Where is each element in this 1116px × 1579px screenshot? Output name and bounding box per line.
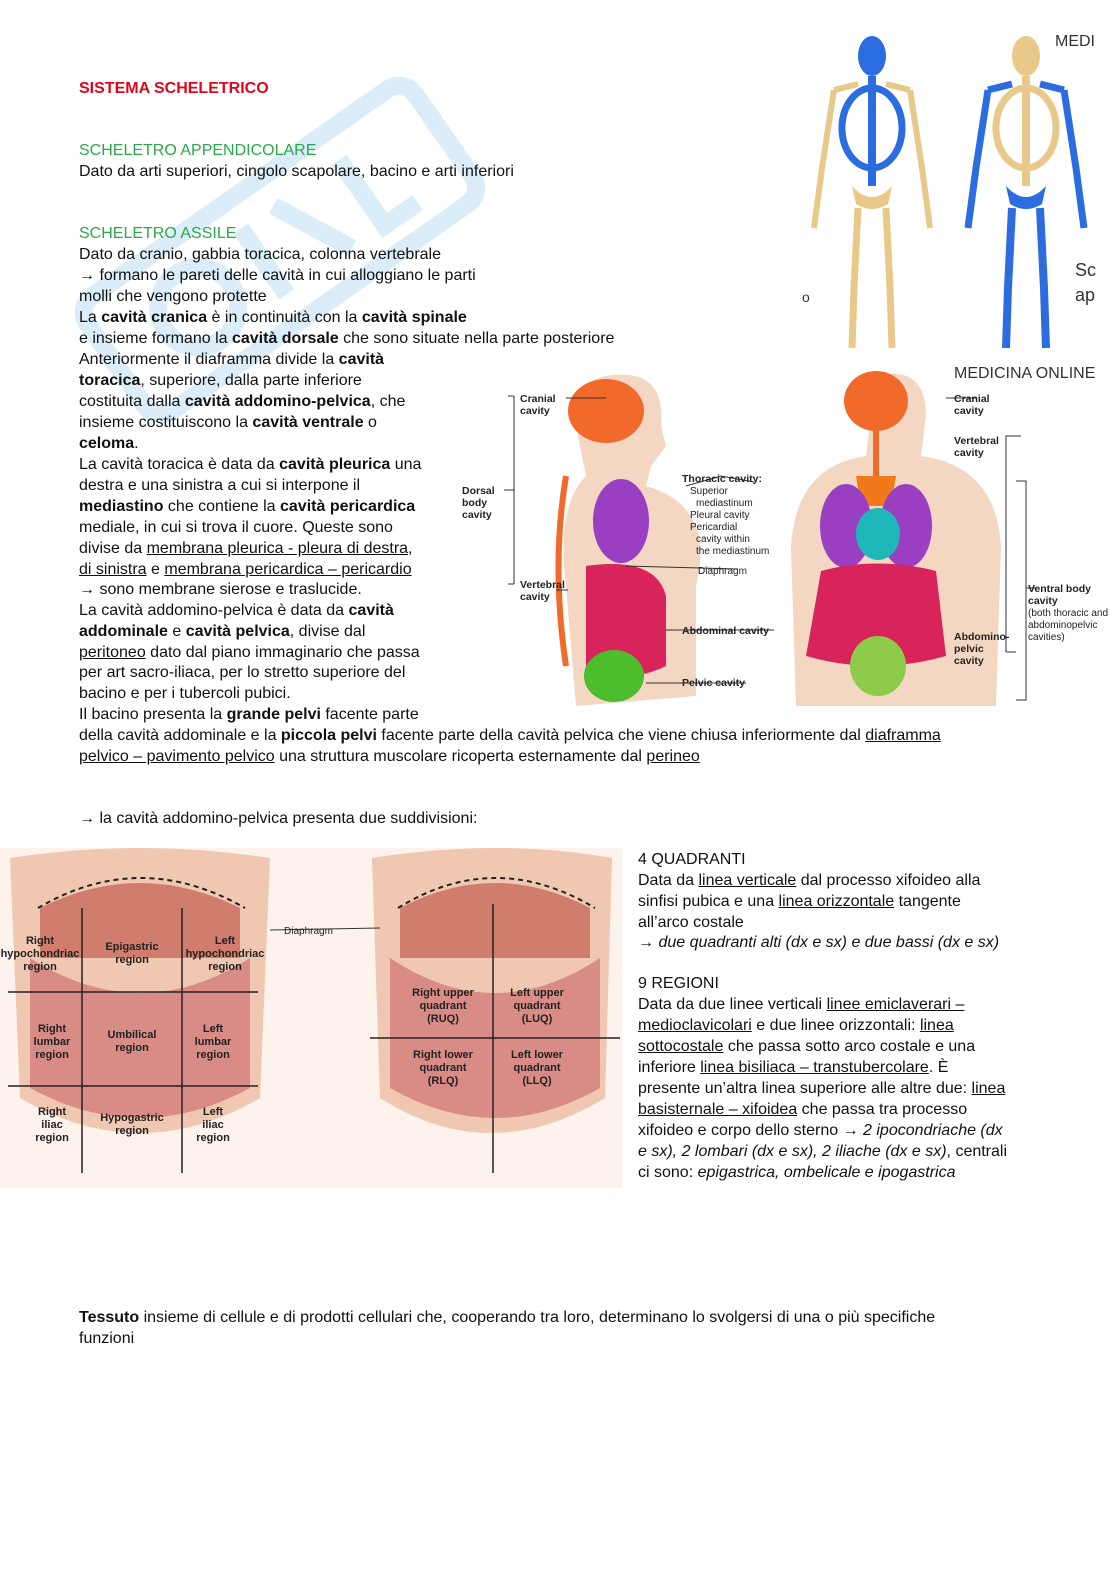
ventral-cavity-label: cavity [1028, 595, 1058, 607]
quadrant-label: (RLQ) [427, 1075, 459, 1087]
region-label: hypochondriac [185, 948, 265, 960]
abdominal-regions-figure [0, 848, 622, 1188]
paragraph-line: pelvico – pavimento pelvico una struttura muscolare ricoperta esternamente dal perineo [79, 748, 700, 765]
region-label: region [35, 1132, 69, 1144]
paragraph-line: toracica, superiore, dalla parte inferiore [79, 372, 362, 389]
quadrant-label: quadrant [419, 1000, 467, 1012]
paragraph-line: celoma. [79, 435, 139, 452]
vertebral-cavity-r-label: cavity [954, 447, 984, 459]
region-label: Left [214, 935, 236, 947]
suddivisioni-line: → la cavità addomino-pelvica presenta due suddivisioni: [79, 810, 478, 827]
quadranti-line: all’arco costale [638, 914, 744, 931]
region-label: Epigastric [105, 941, 159, 953]
thoracic-sub-label: Pericardial [690, 522, 738, 533]
cranial-cavity-label: Cranial [520, 393, 556, 405]
skeleton-figure [796, 28, 1112, 380]
thoracic-cavity-label: Thoracic cavity: [682, 473, 762, 485]
vertebral-cavity-r-label: Vertebral [954, 435, 999, 447]
regioni-line: ci sono: epigastrica, ombelicale e ipogastrica [638, 1164, 956, 1181]
regioni-line: inferiore linea bisiliaca – transtubercolare. È [638, 1059, 949, 1076]
quadranti-line: Data da linea verticale dal processo xifoideo alla [638, 872, 981, 889]
thoracic-sub-label: Superior [690, 486, 728, 497]
paragraph-line: addominale e cavità pelvica, divise dal [79, 623, 366, 640]
quadrant-label: quadrant [513, 1000, 561, 1012]
paragraph-line: destra e una sinistra a cui si interpone il [79, 477, 361, 494]
assile-line: molli che vengono protette [79, 288, 267, 305]
skeleton-ap-label: ap [1075, 285, 1096, 305]
paragraph-line: Il bacino presenta la grande pelvi facente parte [79, 706, 419, 723]
paragraph-line: mediale, in cui si trova il cuore. Queste sono [79, 519, 393, 536]
quadrant-label: (LLQ) [522, 1075, 552, 1087]
paragraph-line: La cavità addomino-pelvica è data da cavità [79, 602, 394, 619]
ventral-cavity-label: cavities) [1028, 632, 1065, 643]
region-label: region [208, 961, 242, 973]
region-label: Right [37, 1023, 67, 1035]
paragraph-line: Anteriormente il diaframma divide la cavità [79, 351, 385, 368]
assile-line: Dato da cranio, gabbia toracica, colonna vertebrale [79, 246, 441, 263]
cranial-cavity-r-label: Cranial [954, 393, 990, 405]
body-cavity-figure [456, 366, 1108, 708]
regioni-line: xifoideo e corpo dello sterno → 2 ipocondriache (dx [638, 1122, 1003, 1139]
thoracic-sub-label: cavity within [696, 534, 750, 545]
dorsal-cavity-label: Dorsal [462, 485, 495, 497]
abdominopelvic-cavity-label: pelvic [954, 643, 984, 655]
regioni-line: Data da due linee verticali linee emiclaverari – [638, 996, 965, 1013]
regioni-line: presente un’altra linea superiore alle altre due: linea [638, 1080, 1006, 1097]
dorsal-cavity-label: body [462, 497, 488, 509]
thoracic-sub-label: mediastinum [696, 498, 753, 509]
abdominal-cavity-label: Abdominal cavity [682, 625, 769, 637]
skeleton-axial-highlight [814, 36, 930, 348]
paragraph-line: La cavità toracica è data da cavità pleurica una [79, 456, 422, 473]
regioni-line: e sx), 2 lombari (dx e sx), 2 iliache (dx e sx), centrali [638, 1143, 1008, 1160]
vertebral-cavity-label: cavity [520, 591, 550, 603]
quadrant-label: (LUQ) [521, 1013, 553, 1025]
region-label: region [115, 954, 149, 966]
paragraph-line: peritoneo dato dal piano immaginario che passa [79, 644, 420, 661]
skeleton-o-label: o [802, 289, 810, 305]
paragraph-line: La cavità cranica è in continuità con la cavità spinale [79, 309, 467, 326]
regioni-line: medioclavicolari e due linee orizzontali: linea [638, 1017, 954, 1034]
region-label: region [196, 1049, 230, 1061]
quadrant-label: Left upper [510, 987, 564, 999]
diaphragm-label: Diaphragm [284, 926, 333, 937]
paragraph-line: per art sacro-iliaca, per lo stretto superiore del [79, 664, 406, 681]
appendicolare-text: Dato da arti superiori, cingolo scapolare, bacino e arti inferiori [79, 163, 514, 180]
ventral-cavity-label: Ventral body [1028, 583, 1092, 595]
quadranti-line: sinfisi pubica e una linea orizzontale tangente [638, 893, 961, 910]
vertebral-cavity-label: Vertebral [520, 579, 565, 591]
region-label: lumbar [194, 1036, 232, 1048]
quadrant-label: Left lower [511, 1049, 563, 1061]
region-label: Hypogastric [100, 1112, 164, 1124]
cranial-cavity-r-label: cavity [954, 405, 984, 417]
skeleton-sc-label: Sc [1075, 260, 1097, 280]
abdominopelvic-cavity-label: Abdomino- [954, 631, 1010, 643]
assile-heading: SCHELETRO ASSILE [79, 225, 237, 242]
region-label: Left [202, 1106, 224, 1118]
region-label: Left [202, 1023, 224, 1035]
appendicolare-heading: SCHELETRO APPENDICOLARE [79, 142, 317, 159]
region-label: lumbar [33, 1036, 71, 1048]
paragraph-line: costituita dalla cavità addomino-pelvica, che [79, 393, 406, 410]
region-label: region [115, 1125, 149, 1137]
paragraph-line: → sono membrane sierose e traslucide. [79, 581, 362, 598]
paragraph-line: e insieme formano la cavità dorsale che sono situate nella parte posteriore [79, 330, 615, 347]
diaphragm-label: Diaphragm [698, 566, 747, 577]
paragraph-line: di sinistra e membrana pericardica – pericardio [79, 561, 412, 578]
regioni-line: sottocostale che passa sotto arco costale e una [638, 1038, 976, 1055]
cranial-cavity-label: cavity [520, 405, 550, 417]
region-label: iliac [41, 1119, 63, 1131]
region-label: Right [25, 935, 55, 947]
tessuto-line: Tessuto insieme di cellule e di prodotti cellulari che, cooperando tra loro, determinano lo svolgersi di una o più specifiche [79, 1309, 936, 1326]
assile-line: → formano le pareti delle cavità in cui alloggiano le parti [79, 267, 476, 284]
dorsal-cavity-label: cavity [462, 509, 492, 521]
skeleton-medi-label: MEDI [1055, 33, 1095, 50]
region-label: iliac [202, 1119, 224, 1131]
paragraph-line: mediastino che contiene la cavità pericardica [79, 498, 416, 515]
quadrant-label: quadrant [513, 1062, 561, 1074]
paragraph-line: divise da membrana pleurica - pleura di destra, [79, 540, 413, 557]
quadrant-label: (RUQ) [427, 1013, 459, 1025]
region-label: hypochondriac [0, 948, 80, 960]
region-label: Umbilical [107, 1029, 157, 1041]
thoracic-sub-label: Pleural cavity [690, 510, 750, 521]
region-label: region [23, 961, 57, 973]
paragraph-line: della cavità addominale e la piccola pelvi facente parte della cavità pelvica che viene chiusa inferiormente dal diaframma [79, 727, 941, 744]
paragraph-line: bacino e per i tubercoli pubici. [79, 685, 291, 702]
thoracic-sub-label: the mediastinum [696, 546, 770, 557]
quadranti-line: → due quadranti alti (dx e sx) e due bassi (dx e sx) [638, 934, 1000, 951]
page-title: SISTEMA SCHELETRICO [79, 80, 269, 97]
abdominopelvic-cavity-label: cavity [954, 655, 984, 667]
regioni-heading: 9 REGIONI [638, 975, 719, 992]
quadrant-label: quadrant [419, 1062, 467, 1074]
ventral-cavity-label: abdominopelvic [1028, 620, 1098, 631]
quadranti-heading: 4 QUADRANTI [638, 851, 746, 868]
region-label: region [115, 1042, 149, 1054]
quadrant-label: Right upper [412, 987, 474, 999]
paragraph-line: insieme costituiscono la cavità ventrale o [79, 414, 377, 431]
tessuto-line: funzioni [79, 1330, 135, 1347]
region-label: region [196, 1132, 230, 1144]
cranial-cavity-shape [568, 379, 644, 443]
ventral-cavity-label: (both thoracic and [1028, 608, 1108, 619]
region-label: region [35, 1049, 69, 1061]
region-label: Right [37, 1106, 67, 1118]
regioni-line: basisternale – xifoidea che passa tra processo [638, 1101, 968, 1118]
pelvic-cavity-label: Pelvic cavity [682, 677, 746, 689]
skeleton-appendicular-highlight [968, 36, 1084, 348]
skeleton-brand: MEDICINA ONLINE [954, 365, 1096, 380]
quadrant-label: Right lower [413, 1049, 473, 1061]
